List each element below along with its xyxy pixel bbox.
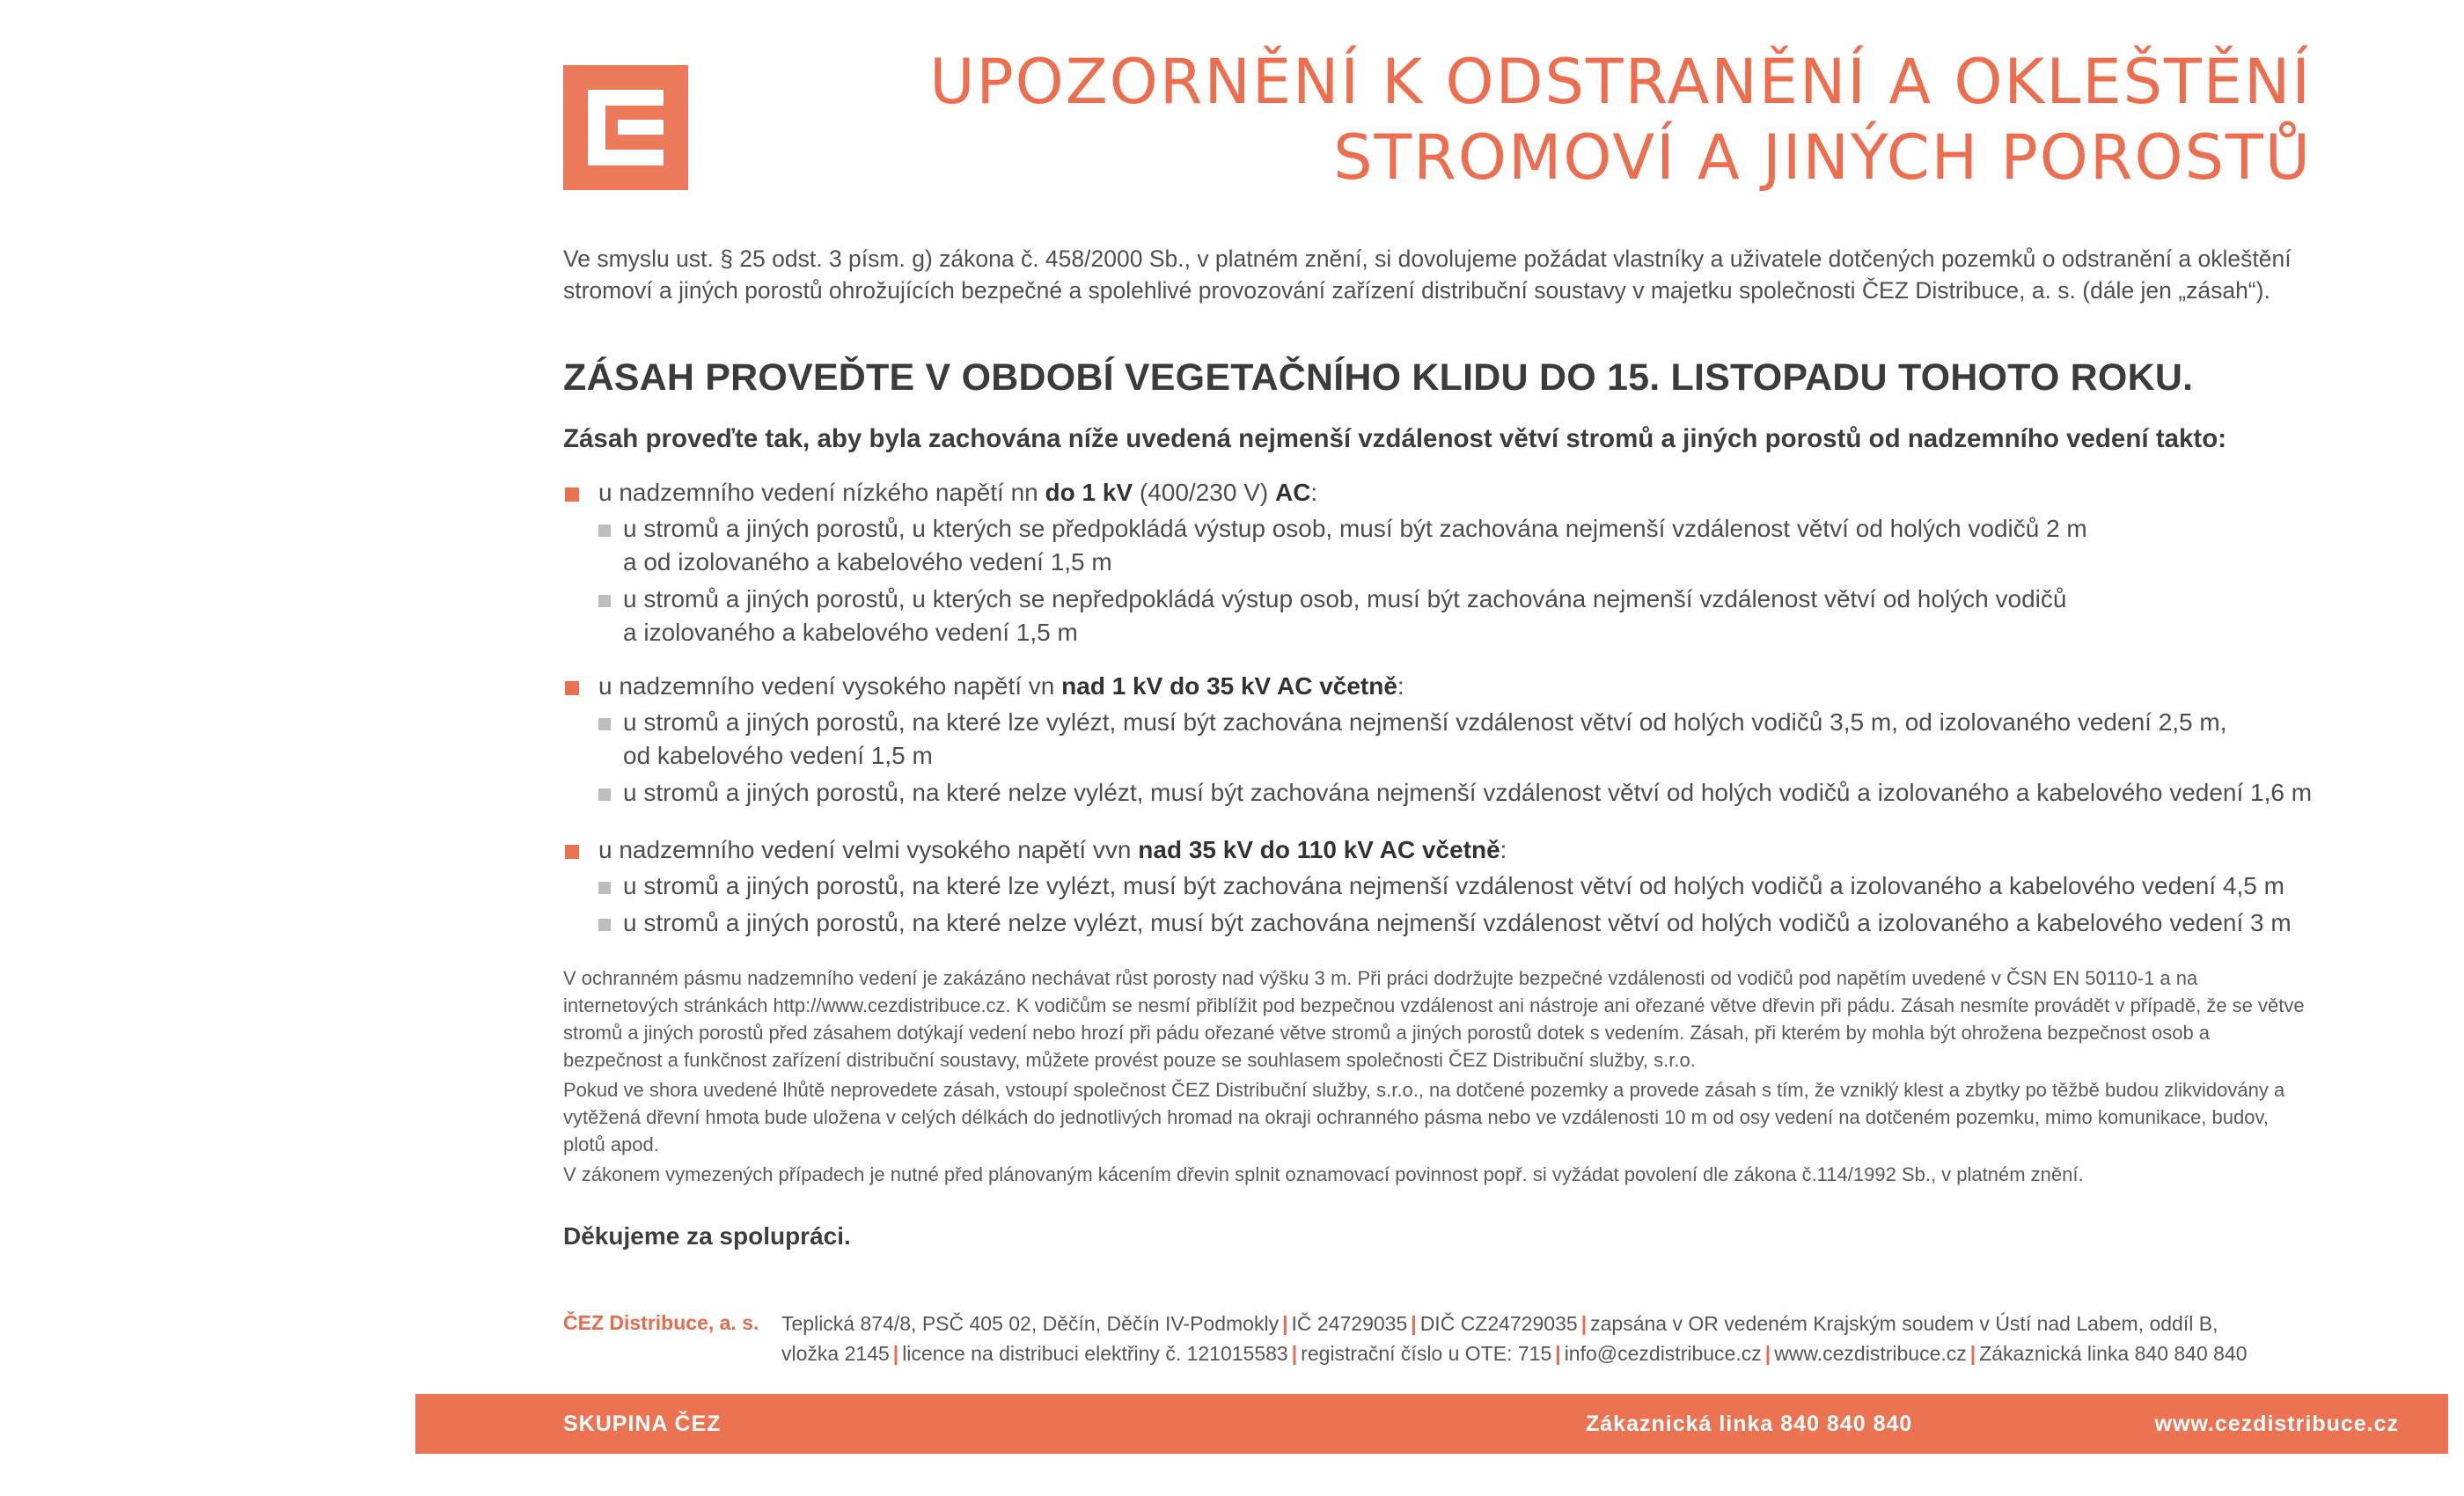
footer-bar [415,1394,2448,1454]
cez-logo [563,65,688,190]
list-item [563,869,2323,903]
orange-square-bullet-icon [565,845,579,859]
title-line-2: STROMOVÍ A JINÝCH POROSTŮ [1333,121,2312,194]
gray-square-bullet-icon [598,718,611,730]
company-dic: DIČ CZ24729035 [1419,1312,1578,1335]
notice-title [929,44,2312,195]
section-heading [563,834,2323,866]
section-very-high-voltage [563,834,2323,943]
gray-square-bullet-icon [598,788,611,801]
cez-logo-mark [563,65,688,190]
company-web-link[interactable]: www.cezdistribuce.cz [1774,1342,1967,1365]
list-item-text: u stromů a jiných porostů, u kterých se nepředpokládá výstup osob, musí být zachována nejmenší vzdálenost větví od holých vodičů a izolovaného a kabelového vedení 1,5 m [623,585,2067,646]
section-suffix: : [1500,836,1507,863]
separator: | [1969,1342,1976,1365]
list-item [563,583,2323,649]
section-heading [563,477,2323,509]
gray-square-bullet-icon [598,882,611,894]
company-email-link[interactable]: info@cezdistribuce.cz [1564,1342,1762,1365]
intro-paragraph: Ve smyslu ust. § 25 odst. 3 písm. g) zákona č. 458/2000 Sb., v platném znění, si dovolujeme požádat vlastníky a uživatele dotčených pozemků o odstranění a okleštění stromoví a jiných porostů ohrožujících bezpečné a spolehlivé provozování zařízení distribuční soustavy v majetku společnosti ČEZ Distribuce, a. s. (dále jen „zásah“). [563,246,2292,304]
footer-group-label: SKUPINA ČEZ [563,1412,722,1436]
gray-square-bullet-icon [598,524,611,537]
note-paragraph-enforcement: Pokud ve shora uvedené lhůtě neprovedete zásah, vstoupí společnost ČEZ Distribuční služby, s.r.o., na dotčené pozemky a provede zásah s tím, že vzniklý klest a zbytky po těžbě budou zlikvidovány a vytěžená dřevní hmota bude uložena v celých délkách do jednotlivých hromad na okraji ochranného pásma nebo ve vzdálenosti 10 m od osy vedení na dotčeném pozemku, mimo komunikace, budov, plotů apod. [563,1079,2285,1155]
section-suffix: : [1310,479,1318,506]
section-text: u nadzemního vedení nízkého napětí nn [598,479,1045,506]
separator: | [1291,1342,1298,1365]
section-text: u nadzemního vedení vysokého napětí vn [598,672,1062,700]
separator: | [1411,1312,1417,1335]
company-address: Teplická 874/8, PSČ 405 02, Děčín, Děčín IV-Podmokly [781,1312,1280,1335]
section-voltage: nad 1 kV do 35 kV AC včetně [1061,672,1397,700]
list-item [563,706,2323,773]
company-details [781,1309,2314,1368]
section-current-type: AC [1274,479,1311,506]
separator: | [892,1342,899,1365]
company-ote: registrační číslo u OTE: 715 [1301,1342,1552,1365]
section-voltage: nad 35 kV do 110 kV AC včetně [1138,836,1500,863]
section-items [563,869,2323,940]
section-suffix: : [1397,672,1404,700]
list-item-text: u stromů a jiných porostů, na které nelze vylézt, musí být zachována nejmenší vzdálenost větví od holých vodičů a izolovaného a kabelového vedení 3 m [623,909,2292,936]
section-text-middle: (400/230 V) [1133,479,1275,506]
list-item [563,512,2323,579]
company-register: zapsána v OR vedeném Krajským soudem v Ústí nad Labem, oddíl B, [1590,1312,2218,1335]
gray-square-bullet-icon [598,919,611,931]
orange-square-bullet-icon [565,488,579,502]
section-voltage: do 1 kV [1045,479,1133,506]
deadline-headline: ZÁSAH PROVEĎTE V OBDOBÍ VEGETAČNÍHO KLIDU DO 15. LISTOPADU TOHOTO ROKU. [563,356,2194,399]
separator: | [1764,1342,1771,1365]
section-high-voltage [563,671,2323,813]
list-item-text: u stromů a jiných porostů, na které nelze vylézt, musí být zachována nejmenší vzdálenost větví od holých vodičů a izolovaného a kabelového vedení 1,6 m [623,779,2313,806]
separator: | [1282,1312,1288,1335]
thanks-text: Děkujeme za spolupráci. [563,1222,851,1250]
note-paragraph-legal: V zákonem vymezených případech je nutné před plánovaným kácením dřevin splnit oznamovací povinnost popř. si vyžádat povolení dle zákona č.114/1992 Sb., v platném znění. [563,1163,2084,1185]
company-hotline: Zákaznická linka 840 840 840 [1979,1342,2248,1365]
list-item [563,906,2323,940]
title-line-1: UPOZORNĚNÍ K ODSTRANĚNÍ A OKLEŠTĚNÍ [929,46,2312,118]
footer-hotline: Zákaznická linka 840 840 840 [1586,1412,1913,1436]
list-item [563,776,2323,810]
company-licence: licence na distribuci elektřiny č. 121015583 [902,1342,1288,1365]
notes-block [563,964,2310,1191]
company-insert: vložka 2145 [781,1342,890,1365]
separator: | [1580,1312,1588,1335]
section-items [563,512,2323,649]
list-item-text: u stromů a jiných porostů, na které lze vylézt, musí být zachována nejmenší vzdálenost větví od holých vodičů a izolovaného a kabelového vedení 4,5 m [623,872,2284,899]
list-item-text: u stromů a jiných porostů, u kterých se předpokládá výstup osob, musí být zachována nejmenší vzdálenost větví od holých vodičů 2 m a od izolovaného a kabelového vedení 1,5 m [623,515,2087,576]
section-items [563,706,2323,810]
company-ic: IČ 24729035 [1291,1312,1408,1335]
separator: | [1555,1342,1561,1365]
footer-web-link[interactable]: www.cezdistribuce.cz [2154,1412,2399,1436]
list-item-text: u stromů a jiných porostů, na které lze vylézt, musí být zachována nejmenší vzdálenost větví od holých vodičů 3,5 m, od izolovaného vedení 2,5 m, od kabelového vedení 1,5 m [623,708,2227,769]
orange-square-bullet-icon [565,681,579,695]
gray-square-bullet-icon [598,595,611,607]
distance-subheading: Zásah proveďte tak, aby byla zachována níže uvedená nejmenší vzdálenost větví stromů a jiných porostů od nadzemního vedení takto: [563,424,2227,453]
company-name: ČEZ Distribuce, a. s. [563,1311,759,1334]
section-heading [563,671,2323,702]
section-text: u nadzemního vedení velmi vysokého napětí vvn [598,836,1139,863]
note-paragraph-safety: V ochranném pásmu nadzemního vedení je zakázáno nechávat růst porosty nad výšku 3 m. Při práci dodržujte bezpečné vzdálenosti od vodičů pod napětím uvedené v ČSN EN 50110-1 a na internetových stránkách http://www.cezdistribuce.cz. K vodičům se nesmí přiblížit pod bezpečnou vzdálenost ani nástroje ani ořezané větve dřevin při pádu. Zásah nesmíte provádět v případě, že se větve stromů a jiných porostů před zásahem dotýkají vedení nebo hrozí při pádu ořezané větve stromů a jiných porostů dotek s vedením. Zásah, při kterém by mohla být ohrožena bezpečnost osob a bezpečnost a funkčnost zařízení distribuční soustavy, můžete provést pouze se souhlasem společnosti ČEZ Distribuční služby, s.r.o. [563,967,2305,1071]
section-low-voltage [563,477,2323,653]
